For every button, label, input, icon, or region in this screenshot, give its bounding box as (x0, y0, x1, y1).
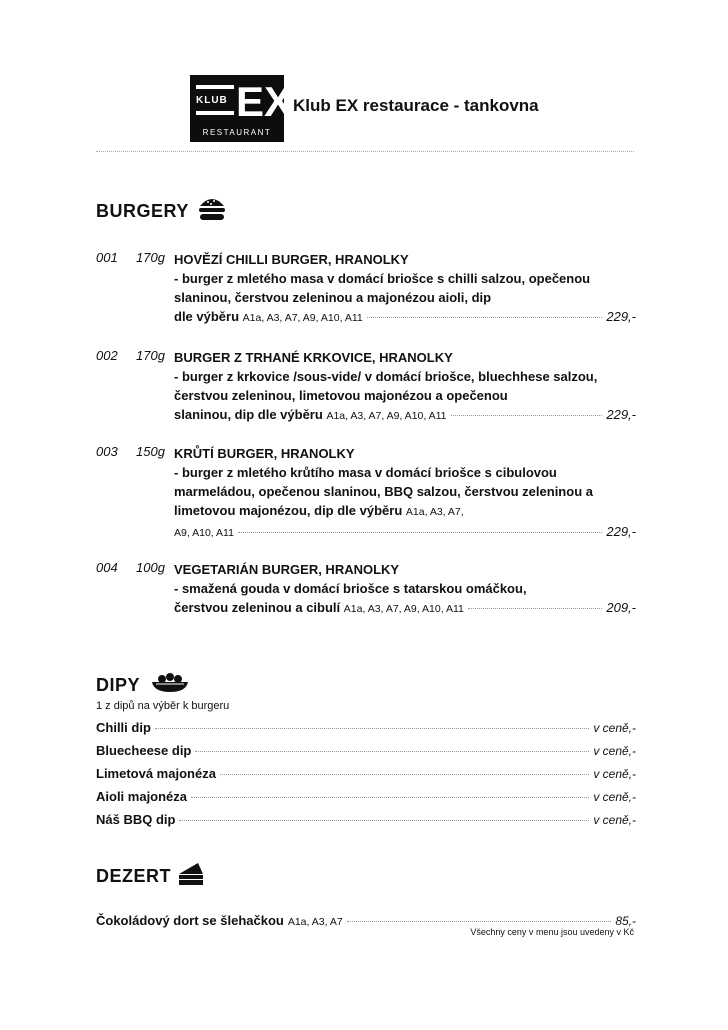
dip-bowl-icon (150, 670, 190, 694)
dessert-row (96, 913, 636, 928)
item-allergens: A1a, A3, A7, A9, A10, A11 (242, 312, 363, 324)
dot-leader (347, 921, 612, 922)
item-allergens: A1a, A3, A7, A9, A10, A11 (326, 410, 447, 422)
logo-word-ex: EX (236, 78, 293, 125)
dessert-name: Čokoládový dort se šlehačkou (96, 913, 284, 928)
item-title: VEGETARIÁN BURGER, HRANOLKY (174, 562, 400, 577)
menu-item (96, 250, 636, 326)
dot-leader (195, 751, 589, 752)
section-heading-burgery: BURGERY (96, 201, 189, 221)
dip-name: Limetová majonéza (96, 766, 216, 781)
section-heading-dezert: DEZERT (96, 866, 171, 886)
header-divider (96, 151, 634, 152)
item-weight: 150g (136, 444, 165, 459)
item-description: - burger z mletého masa v domácí briošce s chilli salzou, opečenou slaninou, čerstvou zeleninou a majonézou aioli, dip (174, 271, 591, 305)
cake-slice-icon (176, 860, 206, 888)
dot-leader (179, 820, 589, 821)
logo-word-klub: KLUB (196, 95, 228, 106)
item-title: BURGER Z TRHANÉ KRKOVICE, HRANOLKY (174, 350, 453, 365)
item-code: 003 (96, 444, 118, 459)
dessert-allergens: A1a, A3, A7 (287, 916, 343, 928)
item-allergens: A1a, A3, A7, A9, A10, A11 (343, 603, 464, 615)
item-code: 002 (96, 348, 118, 363)
item-code: 001 (96, 250, 118, 265)
item-description-end: dle výběru (174, 309, 240, 324)
dot-leader (367, 317, 603, 318)
logo-bar (196, 111, 234, 115)
dot-leader (191, 797, 589, 798)
dip-price: v ceně,- (593, 790, 636, 804)
item-price: 229,- (606, 407, 636, 422)
item-description: - smažená gouda v domácí briošce s tatarskou omáčkou, (174, 581, 527, 596)
dot-leader (238, 532, 602, 533)
logo-bar (196, 85, 234, 89)
dip-price: v ceně,- (593, 744, 636, 758)
item-description: - burger z krkovice /sous-vide/ v domácí briošce, bluechhese salzou, čerstvou zeleninou, limetovou majonézou a opečenou (174, 369, 598, 403)
item-title: HOVĚZÍ CHILLI BURGER, HRANOLKY (174, 252, 409, 267)
section-heading-dipy: DIPY (96, 675, 141, 695)
restaurant-logo (190, 75, 293, 142)
item-weight: 170g (136, 348, 165, 363)
price-note: Všechny ceny v menu jsou uvedeny v Kč (470, 927, 634, 937)
dip-price: v ceně,- (593, 813, 636, 827)
menu-item (96, 348, 636, 424)
dip-row (96, 812, 636, 827)
dot-leader (155, 728, 589, 729)
dip-note: 1 z dipů na výběr k burgeru (96, 700, 230, 712)
dip-name: Chilli dip (96, 720, 151, 735)
item-allergens: A1a, A3, A7, (405, 506, 464, 518)
dot-leader (451, 415, 603, 416)
item-description: - burger z mletého krůtího masa v domácí briošce s cibulovou marmeládou, opečenou slaninou, BBQ salzou, čerstvou zeleninou a limetovou majonézou, dip dle výběru (174, 465, 593, 518)
item-price: 209,- (606, 600, 636, 615)
item-allergens: A9, A10, A11 (174, 527, 234, 539)
item-price: 229,- (606, 524, 636, 539)
dip-row (96, 743, 636, 758)
dip-price: v ceně,- (593, 721, 636, 735)
item-weight: 170g (136, 250, 165, 265)
item-description-end: čerstvou zeleninou a cibulí (174, 600, 341, 615)
dot-leader (468, 608, 603, 609)
menu-item (96, 444, 636, 540)
dip-name: Bluecheese dip (96, 743, 192, 758)
dip-row (96, 720, 636, 735)
page-title: Klub EX restaurace - tankovna (293, 96, 539, 115)
dip-row (96, 789, 636, 804)
dip-name: Náš BBQ dip (96, 812, 176, 827)
item-weight: 100g (136, 560, 165, 575)
dip-row (96, 766, 636, 781)
dot-leader (220, 774, 589, 775)
item-price: 229,- (606, 309, 636, 324)
burger-icon (198, 196, 226, 222)
logo-word-restaurant: RESTAURANT (202, 128, 272, 137)
item-description-end: slaninou, dip dle výběru (174, 407, 323, 422)
item-code: 004 (96, 560, 118, 575)
menu-item (96, 560, 636, 618)
dessert-price: 85,- (615, 914, 636, 928)
dip-price: v ceně,- (593, 767, 636, 781)
item-title: KRŮTÍ BURGER, HRANOLKY (174, 446, 355, 461)
dip-name: Aioli majonéza (96, 789, 188, 804)
